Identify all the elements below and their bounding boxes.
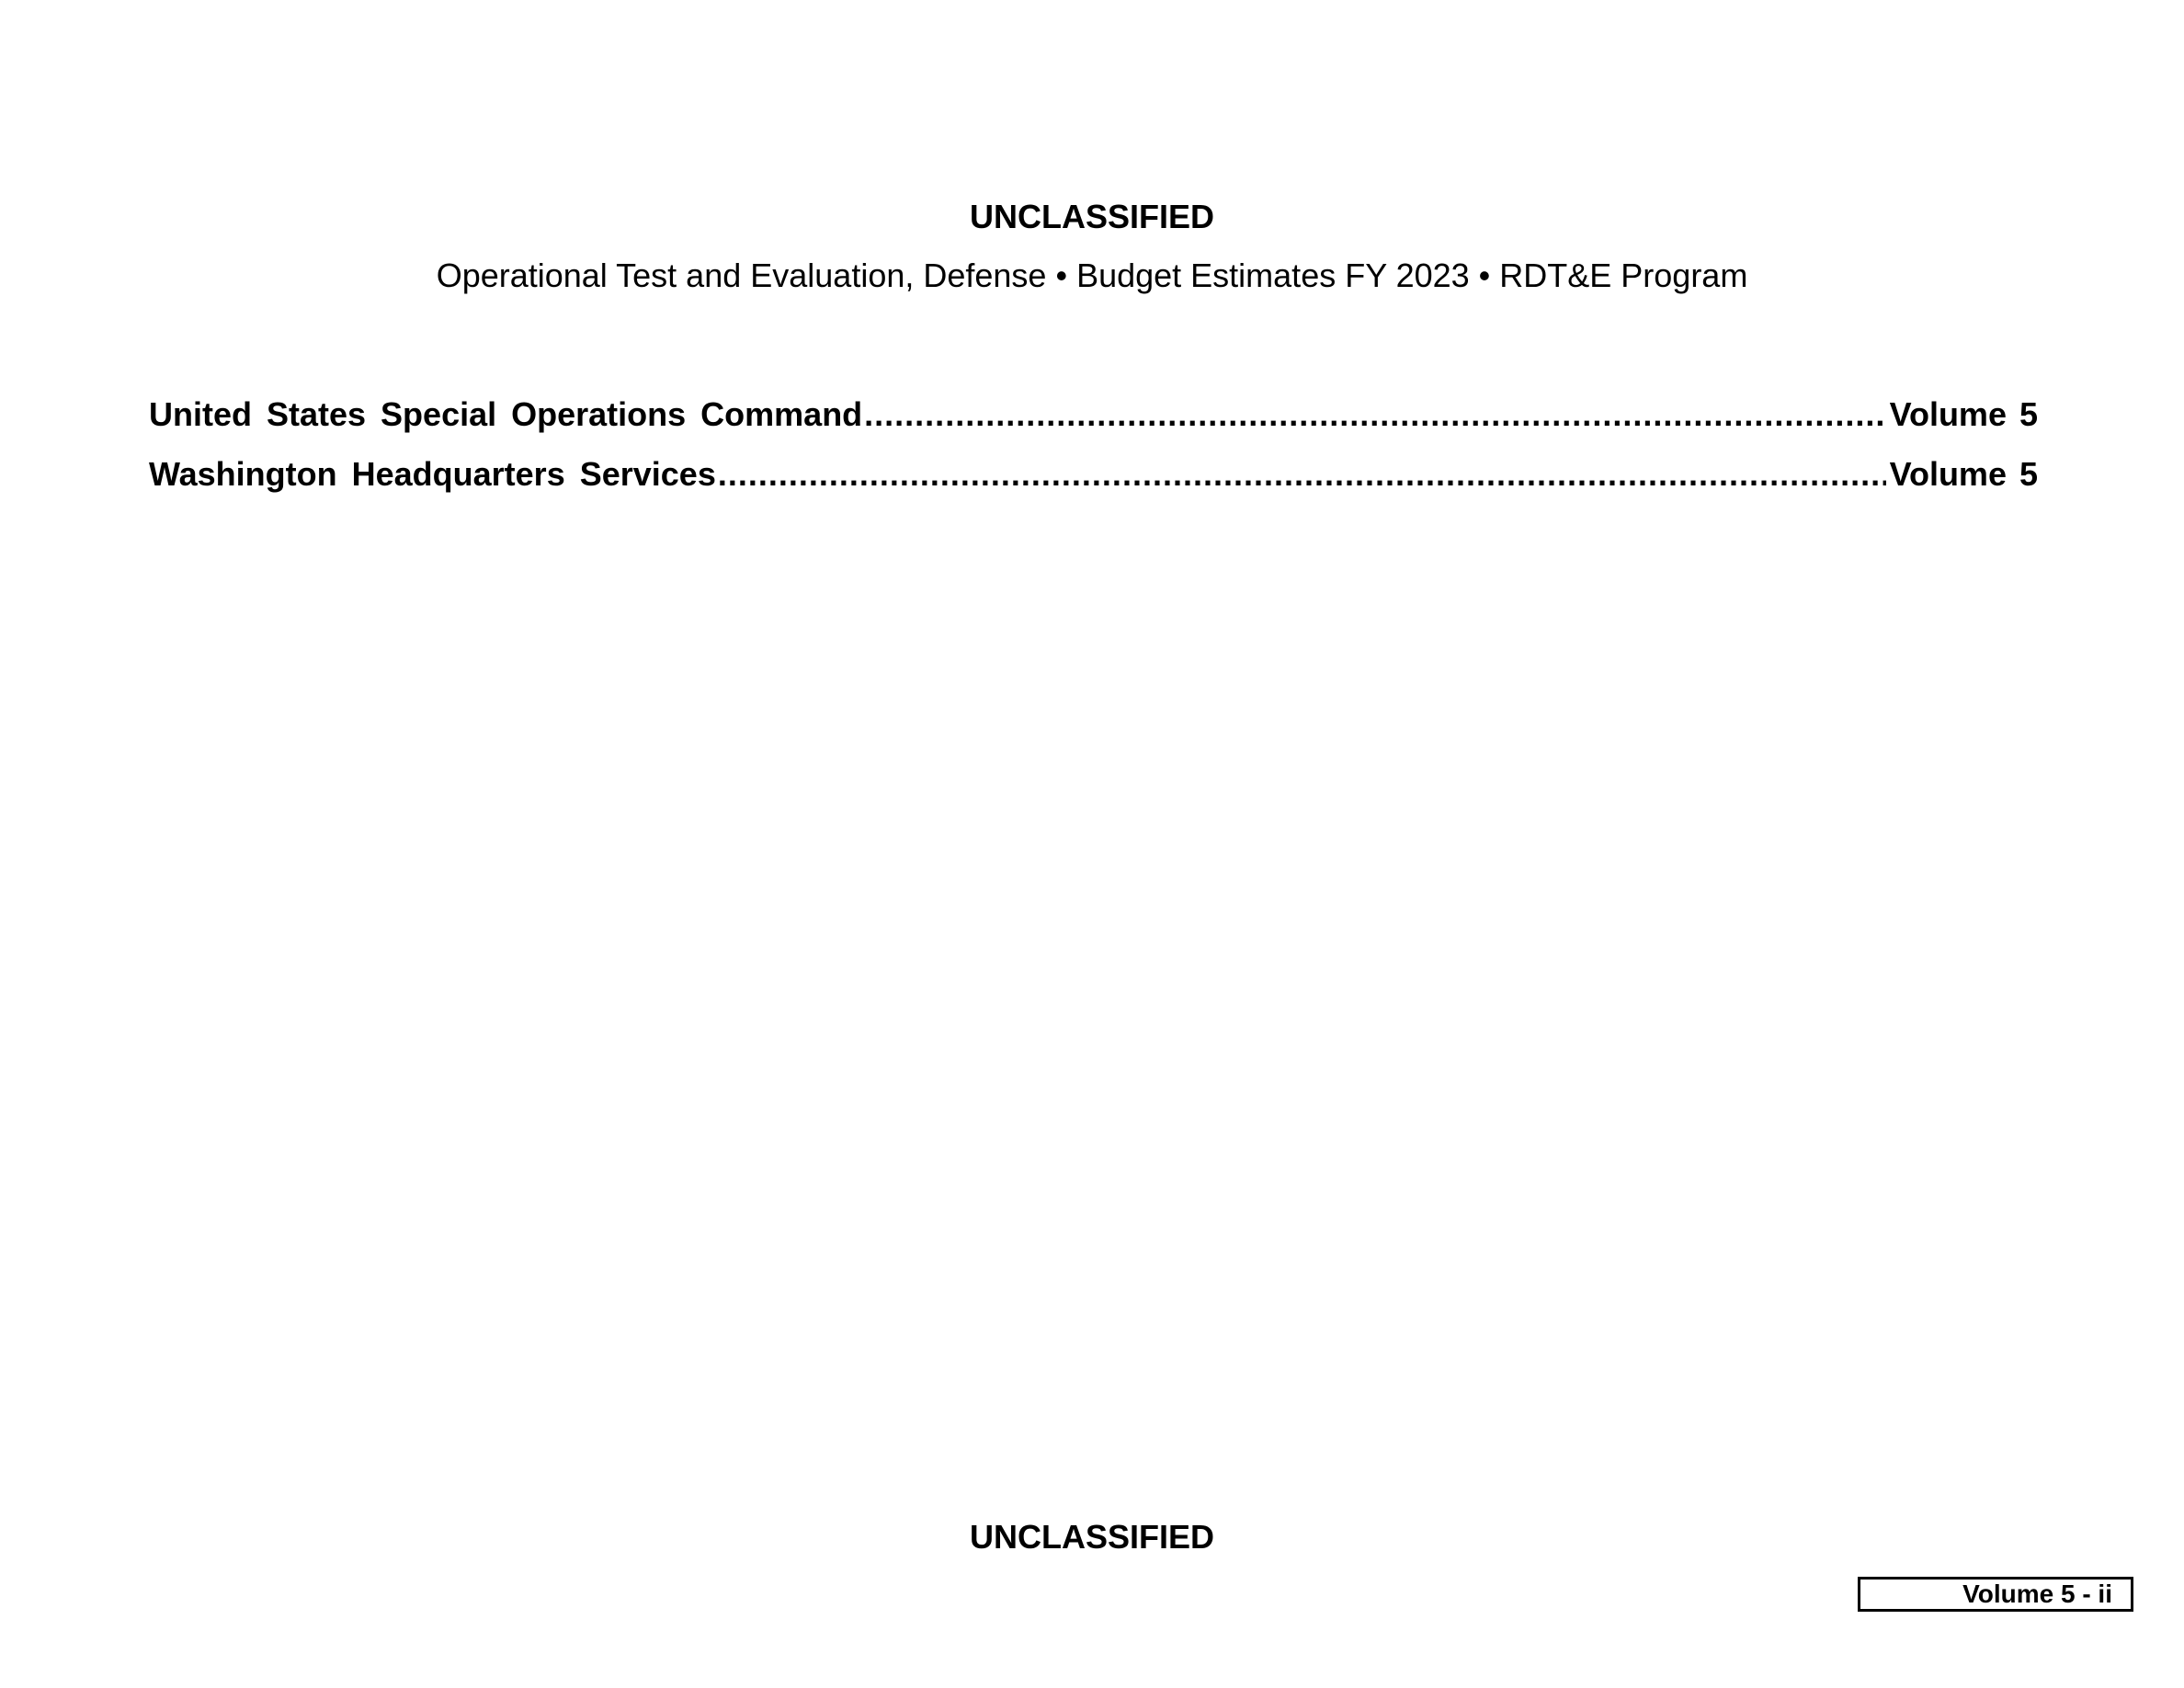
- toc-dot-leader: [718, 455, 1886, 494]
- page-number-box: Volume 5 - ii: [1858, 1577, 2133, 1612]
- document-subtitle: Operational Test and Evaluation, Defense • Budget Estimates FY 2023 • RDT&E Program: [436, 257, 1748, 294]
- toc-entry-whs[interactable]: [149, 455, 2038, 515]
- top-classification-banner: UNCLASSIFIED: [969, 198, 1214, 235]
- table-of-contents: [149, 395, 2038, 515]
- bottom-classification-banner: UNCLASSIFIED: [969, 1518, 1214, 1556]
- toc-entry-page: Volume 5: [1889, 395, 2038, 433]
- toc-entry-ussocom[interactable]: [149, 395, 2038, 455]
- toc-dot-leader: [864, 395, 1885, 434]
- toc-entry-label: United States Special Operations Command: [149, 395, 863, 433]
- toc-entry-label: Washington Headquarters Services: [149, 455, 716, 493]
- toc-entry-page: Volume 5: [1889, 455, 2038, 493]
